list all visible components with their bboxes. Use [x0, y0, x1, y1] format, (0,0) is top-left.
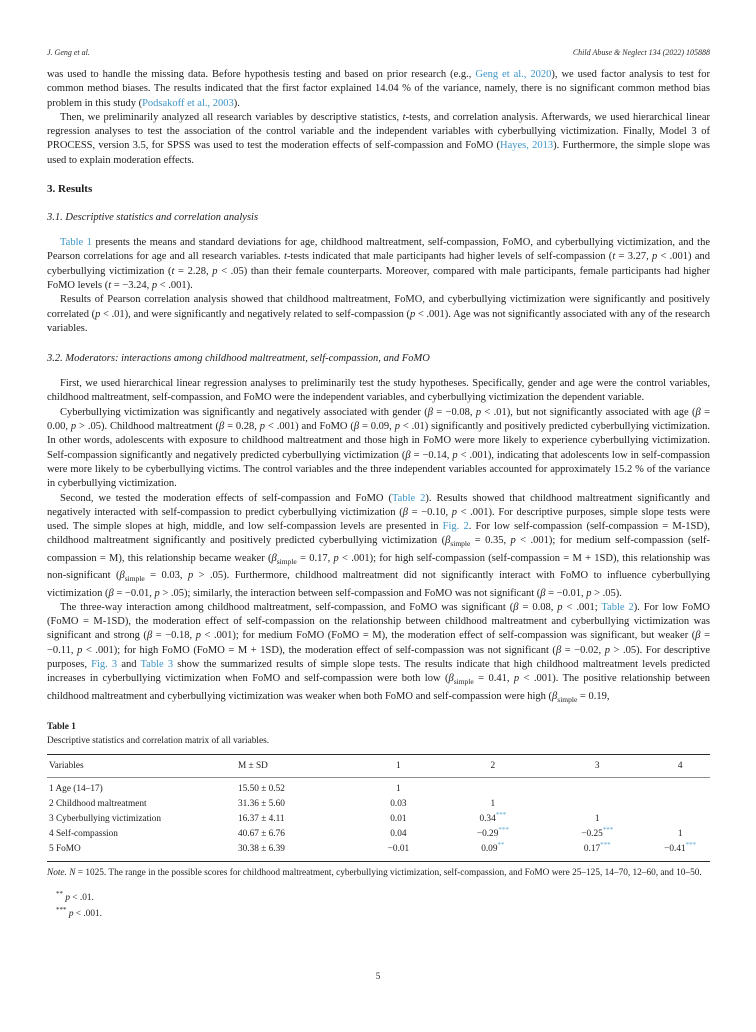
text-run: < .01.: [69, 893, 94, 904]
table-row: [47, 778, 710, 798]
italic-text: t: [171, 265, 175, 277]
body-paragraph: [47, 406, 710, 492]
cell-value: 16.37 ± 4.11: [237, 814, 285, 825]
cell-value: 3 Cyberbullying victimization: [49, 814, 162, 825]
text-run: ), we used factor analysis to test for common method biases. The results indicated that the first factor explained 14.04 % of the variance, namely, there is no significant common method bias problem in this study (: [47, 69, 710, 109]
table-cell: [355, 778, 441, 798]
text-run: < .001) and cyberbullying victimization (: [47, 251, 710, 277]
page-content: [47, 48, 710, 920]
italic-text: t: [108, 279, 112, 291]
text-run: -tests, and correlation analysis. Afterwards, we used hierarchical linear regression analyses to test the association of the control variable and the independent variables with cyberbullying victimization. Finally, Model 3 of PROCESS, version 3.5, for SPSS was used to test the moderation effects of self-compassion and FoMO (: [47, 111, 710, 152]
table-row: [47, 797, 710, 812]
table-cell: [47, 842, 236, 862]
italic-text: p: [195, 630, 201, 642]
table-cell: [47, 778, 236, 798]
cell-value: 15.50 ± 0.52: [237, 784, 285, 795]
text-run: = 0.41,: [473, 673, 514, 685]
body-paragraph: [47, 601, 710, 707]
text-run: = −3.24,: [111, 279, 152, 291]
table-footnote: [47, 889, 710, 905]
table-cell: [355, 797, 441, 812]
table-cell: [236, 797, 355, 812]
table-cell: [650, 797, 710, 812]
citation-link[interactable]: Table 3: [140, 659, 174, 671]
italic-text: t: [612, 251, 616, 263]
text-run: = −0.01,: [113, 587, 155, 599]
section-heading: 3. Results: [47, 183, 93, 196]
cell-value: −0.01: [387, 844, 410, 855]
citation-link[interactable]: Table 2: [391, 492, 426, 504]
text-run: . For low self-compassion (self-compassion = M-1SD), childhood maltreatment significantly and positively predicted cyberbullying victimization (: [47, 521, 710, 547]
text-run: presents the means and standard deviations for age, childhood maltreatment, self-compassion, FoMO, and cyberbullying victimization, and the Pearson correlations for age and all research variables.: [47, 237, 711, 263]
citation-link[interactable]: Hayes, 2013: [500, 140, 554, 152]
italic-text: p: [475, 406, 482, 418]
table-cell: [650, 827, 710, 842]
subscript-text: simple: [276, 556, 297, 566]
text-run: Cyberbullying victimization was significantly and negatively associated with gender (: [60, 406, 428, 418]
italic-text: p: [154, 587, 160, 599]
body-paragraph: [47, 68, 710, 111]
text-run: < .01), and were significantly and negatively related to self-compassion (: [100, 308, 410, 320]
table-cell: [441, 812, 544, 827]
text-run: > .05). Childhood maltreatment (: [76, 421, 219, 433]
italic-text: β: [405, 449, 411, 461]
text-run: = 0.17,: [296, 552, 334, 564]
significance-marker[interactable]: ***: [685, 841, 697, 850]
significance-marker[interactable]: ***: [602, 826, 614, 835]
table-column-header: 3: [544, 755, 650, 778]
table-cell: [544, 812, 650, 827]
table-cell: [441, 778, 544, 798]
text-run: -tests indicated that male participants had higher levels of self-compassion (: [286, 251, 613, 263]
table1-block: [47, 721, 710, 920]
italic-text: p: [259, 421, 266, 433]
text-run: was used to handle the missing data. Before hypothesis testing and based on prior research (e.g.,: [47, 69, 476, 80]
text-run: ). Results showed that childhood maltreatment significantly and negatively interacted with self-compassion to predict cyberbullying victimization (: [47, 492, 711, 518]
italic-text: N: [69, 868, 76, 879]
italic-text: p: [452, 449, 458, 461]
table1-note: [47, 867, 710, 880]
table-column-header: 1: [355, 755, 441, 778]
table1-footnotes: [47, 889, 710, 920]
text-run: < .01) significantly and positively predicted cyberbullying victimization. In other words, adolescents with exposure to childhood maltreatment and those high in FoMO were more likely to experience cyberbullying victimization. Self-compassion significantly and negatively predicted cyberbullying victimization (: [47, 421, 711, 461]
table-cell: [441, 797, 544, 812]
cell-value: 5 FoMO: [49, 844, 81, 855]
text-run: < .05) than their female counterparts. Moreover, compared with male participants, female participants had higher FoMO levels (: [47, 265, 711, 291]
italic-text: β: [402, 506, 408, 518]
italic-text: β: [695, 630, 701, 642]
cell-value: 0.17: [583, 844, 601, 855]
italic-text: β: [119, 570, 125, 582]
text-run: < .001) and FoMO (: [265, 421, 354, 433]
running-head-authors: J. Geng et al.: [47, 48, 90, 57]
italic-text: p: [333, 552, 339, 564]
table-cell: [236, 842, 355, 862]
text-run: < .001); for medium self-compassion (self-compassion = M), this relationship became weaker (: [47, 535, 711, 564]
italic-text: β: [513, 601, 519, 613]
citation-link[interactable]: Geng et al., 2020: [475, 69, 552, 80]
italic-text: p: [77, 644, 83, 656]
text-run: < .001); for medium FoMO (FoMO = M), the moderation effect of self-compassion was significant, but weaker (: [200, 630, 696, 642]
table-row: [47, 812, 710, 827]
italic-text: β: [146, 630, 153, 642]
cell-value: −0.29: [476, 829, 499, 840]
table-cell: [441, 827, 544, 842]
table-cell: [650, 842, 710, 862]
italic-text: β: [353, 421, 360, 433]
italic-text: p: [65, 893, 70, 904]
text-run: > .05). Furthermore, childhood maltreatment did not significantly interact with FoMO to influence cyberbullying victimization (: [47, 570, 710, 599]
italic-text: p: [557, 601, 563, 613]
cell-value: 4 Self-compassion: [49, 829, 118, 840]
table-cell: [236, 827, 355, 842]
running-head: [47, 48, 710, 57]
italic-text: t: [402, 111, 406, 123]
italic-text: p: [451, 506, 457, 518]
italic-text: p: [70, 421, 77, 433]
body-paragraph: [47, 236, 710, 293]
italic-text: β: [555, 644, 562, 656]
table-cell: [236, 778, 355, 798]
text-run: = 3.27,: [615, 251, 652, 263]
text-run: = −0.18,: [152, 630, 196, 642]
table1: [47, 754, 710, 862]
italic-text: β: [445, 535, 451, 547]
cell-value: 30.38 ± 6.39: [237, 844, 285, 855]
cell-value: 0.01: [390, 814, 407, 825]
text-run: < .001).: [157, 279, 193, 291]
table-footnote: [47, 905, 710, 921]
cell-value: −0.41: [664, 844, 686, 855]
citation-link[interactable]: Fig. 3: [91, 659, 118, 671]
text-run: = 0.03,: [144, 570, 188, 582]
text-run: < .001); for high FoMO (FoMO = M + 1SD), the moderation effect of self-compassion was not significant (: [82, 644, 556, 656]
table1-header-row: [47, 755, 710, 778]
italic-text: p: [151, 279, 158, 291]
article-body: [47, 68, 710, 707]
citation-link[interactable]: Fig. 2: [442, 521, 469, 533]
page-number: 5: [375, 971, 381, 981]
table-cell: [650, 778, 710, 798]
text-run: ).: [233, 97, 240, 109]
text-run: > .05). For descriptive purposes,: [47, 644, 710, 671]
text-run: = −0.11,: [47, 630, 711, 656]
cell-value: 1: [396, 784, 401, 795]
table-column-header: 2: [441, 755, 544, 778]
text-run: = −0.14,: [410, 449, 453, 461]
text-run: > .05); similarly, the interaction between self-compassion and FoMO was not significant (: [159, 587, 541, 599]
subsection-heading: 3.1. Descriptive statistics and correlation analysis: [47, 212, 259, 224]
text-run: = −0.01,: [545, 587, 587, 599]
italic-text: β: [271, 552, 277, 564]
italic-text: p: [187, 570, 194, 582]
citation-link[interactable]: Table 1: [60, 237, 92, 249]
italic-text: p: [95, 308, 101, 320]
italic-text: p: [212, 265, 218, 277]
text-run: = 0.35,: [470, 535, 511, 547]
text-run: < .001); for high self-compassion (self-compassion = M + 1SD), this relationship was non-significant (: [47, 552, 711, 582]
significance-marker[interactable]: ***: [498, 826, 509, 835]
text-run: = 0.19,: [577, 690, 610, 702]
italic-text: β: [540, 587, 546, 599]
italic-text: p: [586, 587, 592, 599]
italic-text: p: [409, 308, 416, 320]
italic-text: β: [427, 406, 433, 418]
text-run: Then, we preliminarily analyzed all research variables by descriptive statistics,: [60, 111, 403, 123]
text-run: = 1025. The range in the possible scores for childhood maltreatment, cyberbullying victimization, self-compassion, and FoMO were 25–125, 14–70, 12–60, and 10–50.: [75, 868, 702, 879]
table-row: [47, 827, 710, 842]
text-run: > .05).: [591, 587, 622, 599]
cell-value: 1 Age (14–17): [49, 784, 103, 795]
text-run: = 0.08,: [518, 601, 558, 613]
italic-text: β: [695, 406, 701, 418]
text-run: = 0.09,: [359, 421, 395, 433]
text-run: = −0.08,: [432, 406, 476, 418]
text-run: < .001). For descriptive purposes, simple slope tests were used. The simple slopes at high, middle, and low self-compassion levels are presented in: [47, 506, 711, 533]
table-cell: [236, 812, 355, 827]
table-cell: [355, 812, 441, 827]
text-run: = 0.00,: [47, 406, 711, 433]
text-run: Results of Pearson correlation analysis showed that childhood maltreatment, FoMO, and cyberbullying victimization were significantly and positively correlated (: [47, 294, 710, 320]
cell-value: 0.04: [390, 829, 407, 840]
citation-link[interactable]: Podsakoff et al., 2003: [142, 97, 234, 109]
subscript-text: simple: [453, 677, 474, 687]
table-cell: [441, 842, 544, 862]
table-column-header: 4: [650, 755, 710, 778]
subscript-text: simple: [124, 574, 145, 584]
cell-value: 40.67 ± 6.76: [237, 829, 285, 840]
cell-value: 0.03: [390, 799, 407, 810]
italic-text: β: [448, 673, 454, 685]
table1-body: [47, 778, 710, 862]
text-run: < .001). The positive relationship between childhood maltreatment and cyberbullying victimization was weaker when both FoMO and self-compassion were high (: [47, 673, 711, 702]
italic-text: β: [108, 587, 114, 599]
cell-value: −0.25: [581, 829, 603, 840]
italic-text: p: [604, 644, 610, 656]
significance-marker[interactable]: ***: [600, 841, 611, 850]
body-paragraph: [47, 111, 710, 168]
text-run: and: [117, 659, 141, 671]
table-cell: [355, 827, 441, 842]
text-run: show the summarized results of simple slope tests. The results indicate that high childhood maltreatment levels predicted increases in cyberbullying victimization when FoMO and self-compassion were both low (: [47, 659, 710, 685]
body-paragraph: [47, 377, 710, 406]
italic-text: t: [283, 251, 287, 263]
cell-value: 0.34: [479, 814, 496, 825]
footnote-marker: ***: [56, 905, 67, 914]
cell-value: 1: [677, 829, 683, 840]
text-run: First, we used hierarchical linear regression analyses to preliminarily test the study hypotheses. Specifically, gender and age were the control variables, childhood maltreatment, self-compassion, and FoMO were the independent variables, and cyberbullying victimization the dependent variable.: [47, 378, 710, 404]
cell-value: 2 Childhood maltreatment: [49, 799, 147, 810]
cell-value: 31.36 ± 5.60: [237, 799, 285, 810]
text-run: The three-way interaction among childhood maltreatment, self-compassion, and FoMO was significant (: [60, 601, 514, 613]
italic-text: β: [218, 421, 225, 433]
table1-label: Table 1: [47, 722, 76, 733]
italic-text: p: [651, 251, 658, 263]
text-run: = −0.10,: [407, 506, 452, 518]
text-run: Second, we tested the moderation effects of self-compassion and FoMO (: [60, 492, 392, 504]
table1-caption: Descriptive statistics and correlation matrix of all variables.: [47, 736, 270, 747]
italic-text: p: [68, 908, 74, 919]
text-run: < .001), indicating that adolescents low in self-compassion were more likely to be cyberbullying victims. The control variables and the three independent variables accounted for approximately 15.2 % of the variance in cyberbullying victimization.: [47, 449, 711, 490]
table-row: [47, 842, 710, 862]
text-run: ). Furthermore, the simple slope was used to explain moderation effects.: [47, 140, 710, 166]
table-cell: [650, 812, 710, 827]
table-cell: [544, 827, 650, 842]
table-column-header: M ± SD: [236, 755, 355, 778]
table-column-header: Variables: [47, 755, 236, 778]
table-cell: [47, 812, 236, 827]
table-cell: [355, 842, 441, 862]
citation-link[interactable]: Table 2: [601, 601, 634, 613]
subscript-text: simple: [557, 694, 578, 704]
cell-value: 0.09: [481, 844, 498, 855]
table-cell: [544, 778, 650, 798]
cell-value: 1: [594, 814, 600, 825]
text-run: = −0.02,: [561, 644, 605, 656]
italic-text: p: [513, 673, 520, 685]
significance-marker[interactable]: ***: [495, 811, 507, 820]
text-run: = 2.28,: [174, 265, 213, 277]
body-paragraph: [47, 293, 710, 336]
italic-text: p: [394, 421, 400, 433]
subsection-heading: 3.2. Moderators: interactions among childhood maltreatment, self-compassion, and FoMO: [47, 353, 430, 365]
text-run: < .01), but not significantly associated with age (: [481, 406, 696, 418]
table-cell: [47, 797, 236, 812]
text-run: = 0.28,: [224, 421, 260, 433]
significance-marker[interactable]: **: [497, 841, 505, 850]
body-paragraph: [47, 492, 710, 601]
text-run: < .001). Age was not significantly associated with any of the research variables.: [47, 308, 711, 334]
table-cell: [47, 827, 236, 842]
table-cell: [544, 797, 650, 812]
cell-value: 1: [490, 799, 496, 810]
italic-text: p: [510, 535, 516, 547]
text-run: < .001.: [73, 908, 102, 919]
italic-text: β: [552, 690, 558, 702]
text-run: ). For low FoMO (FoMO = M-1SD), the moderation effect of self-compassion on the relationship between childhood maltreatment and cyberbullying victimization was significant and strong (: [47, 601, 711, 642]
subscript-text: simple: [450, 539, 471, 549]
italic-text: Note.: [47, 868, 67, 879]
text-run: < .001;: [562, 601, 602, 613]
running-head-journal: Child Abuse & Neglect 134 (2022) 105888: [572, 48, 710, 57]
footnote-marker: **: [56, 889, 63, 898]
table-cell: [544, 842, 650, 862]
